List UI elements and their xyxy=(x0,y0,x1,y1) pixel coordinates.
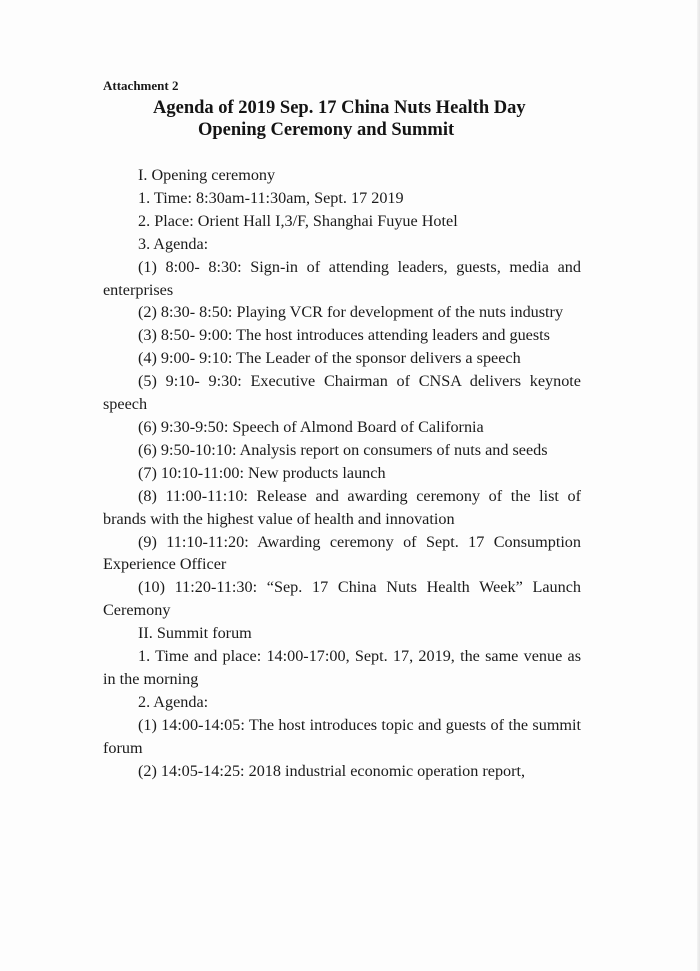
document-title-line-1: Agenda of 2019 Sep. 17 China Nuts Health Day xyxy=(153,98,526,118)
attachment-label: Attachment 2 xyxy=(103,78,179,93)
section-heading-summit-forum: II. Summit forum xyxy=(138,624,252,643)
agenda-paragraph: (2) 8:30- 8:50: Playing VCR for development of the nuts industry xyxy=(138,303,564,322)
agenda-paragraph: (1) 8:00- 8:30: Sign-in of attending leaders, guests, media and enterprises xyxy=(103,257,581,299)
agenda-paragraph: (5) 9:10- 9:30: Executive Chairman of CNSA delivers keynote speech xyxy=(103,372,581,414)
agenda-paragraph: 1. Time and place: 14:00-17:00, Sept. 17, 2019, the same venue as in the morning xyxy=(103,647,581,688)
agenda-paragraph: (6) 9:50-10:10: Analysis report on consumers of nuts and seeds xyxy=(138,440,548,459)
agenda-paragraph: (3) 8:50- 9:00: The host introduces attending leaders and guests xyxy=(138,326,550,345)
agenda-paragraph: 2. Place: Orient Hall I,3/F, Shanghai Fuyue Hotel xyxy=(138,211,458,230)
agenda-paragraph: (4) 9:00- 9:10: The Leader of the sponsor delivers a speech xyxy=(138,349,521,368)
agenda-paragraph: (10) 11:20-11:30: “Sep. 17 China Nuts Health Week” Launch Ceremony xyxy=(103,578,581,620)
document-title-line-2: Opening Ceremony and Summit xyxy=(198,120,455,140)
agenda-paragraph: (1) 14:00-14:05: The host introduces topic and guests of the summit forum xyxy=(103,715,581,757)
agenda-paragraph: (2) 14:05-14:25: 2018 industrial economic operation report, xyxy=(138,761,526,780)
section-heading-opening-ceremony: I. Opening ceremony xyxy=(138,166,276,184)
agenda-paragraph: 1. Time: 8:30am-11:30am, Sept. 17 2019 xyxy=(138,188,404,207)
agenda-paragraph: (9) 11:10-11:20: Awarding ceremony of Sept. 17 Consumption Experience Officer xyxy=(103,532,581,574)
agenda-paragraph: (8) 11:00-11:10: Release and awarding ceremony of the list of brands with the highest value of health and innovation xyxy=(103,486,581,528)
agenda-paragraph: (7) 10:10-11:00: New products launch xyxy=(138,463,386,482)
agenda-paragraph: (6) 9:30-9:50: Speech of Almond Board of California xyxy=(138,417,484,436)
agenda-paragraph: 3. Agenda: xyxy=(138,234,209,253)
agenda-body xyxy=(103,164,581,782)
agenda-paragraph: 2. Agenda: xyxy=(138,692,209,711)
